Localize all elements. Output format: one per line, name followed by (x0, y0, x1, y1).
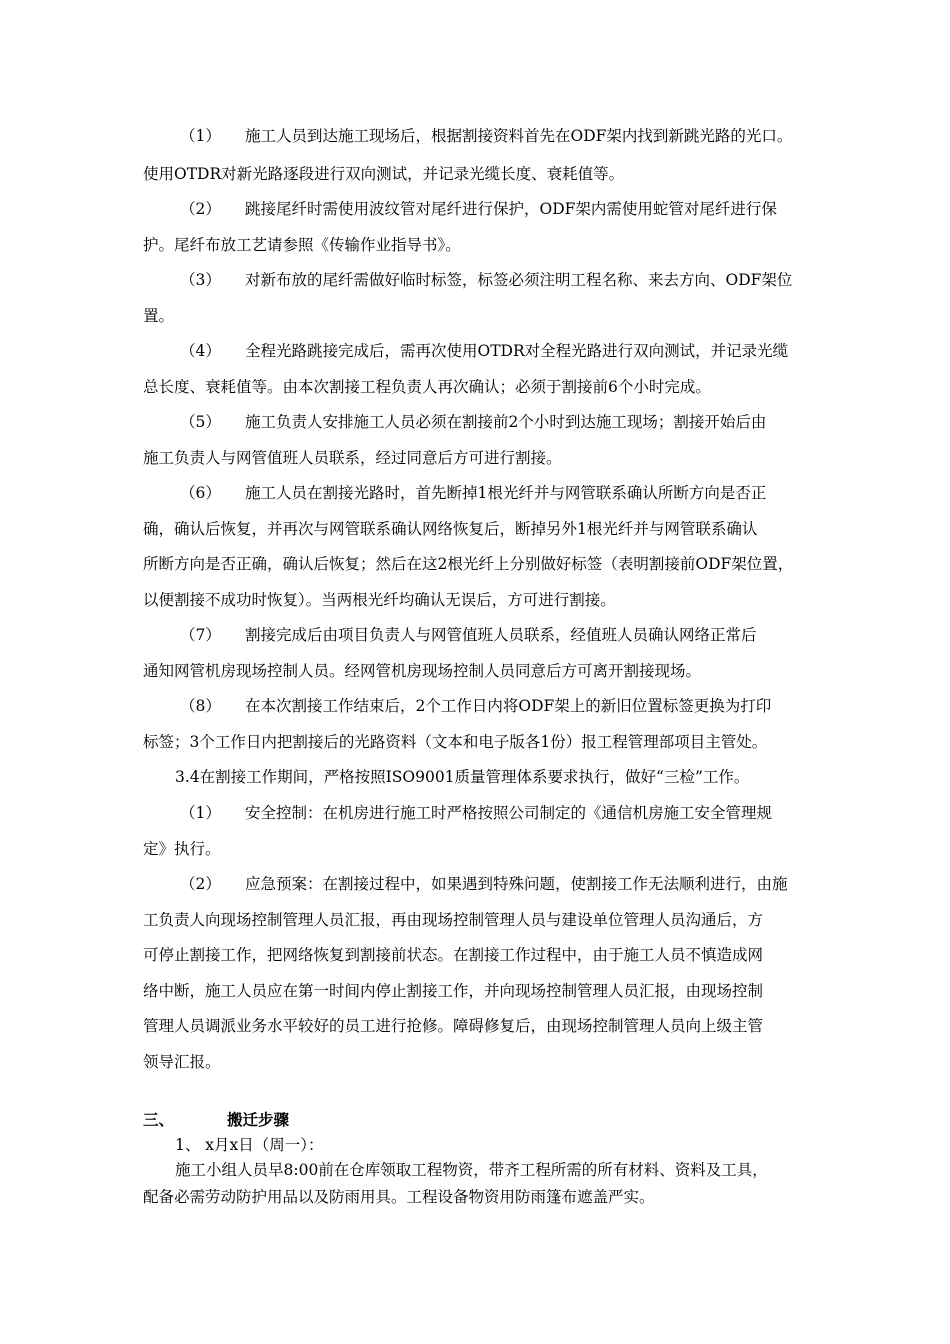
item-text: 置。 (143, 307, 175, 325)
item-number: （5） (180, 413, 221, 431)
item-number: （1） (180, 804, 221, 822)
section-number: 三、 (143, 1110, 175, 1129)
item-text: 割接完成后由项目负责人与网管值班人员联系，经值班人员确认网络正常后 (245, 626, 757, 644)
item-text: 络中断，施工人员应在第一时间内停止割接工作，并向现场控制管理人员汇报，由现场控制 (143, 982, 764, 1000)
section-title: 搬迁步骤 (227, 1110, 290, 1129)
item-text: 定》执行。 (143, 840, 221, 858)
item-number: （2） (180, 200, 221, 218)
step-text: 施工小组人员早8:00前在仓库领取工程物资，带齐工程所需的所有材料、资料及工具， (175, 1161, 768, 1179)
item-text: 跳接尾纤时需使用波纹管对尾纤进行保护，ODF架内需使用蛇管对尾纤进行保 (245, 200, 777, 218)
item-number: （3） (180, 271, 221, 289)
item-text: 领导汇报。 (143, 1053, 221, 1071)
item-number: （6） (180, 484, 221, 502)
item-text: 所断方向是否正确，确认后恢复；然后在这2根光纤上分别做好标签（表明割接前ODF架位置， (143, 555, 794, 573)
item-number: （8） (180, 697, 221, 715)
step-text: 配备必需劳动防护用品以及防雨用具。工程设备物资用防雨篷布遮盖严实。 (143, 1188, 655, 1206)
item-text: 施工负责人安排施工人员必须在割接前2个小时到达施工现场；割接开始后由 (245, 413, 767, 431)
item-text: 使用OTDR对新光路逐段进行双向测试，并记录光缆长度、衰耗值等。 (143, 165, 625, 183)
item-text: 工负责人向现场控制管理人员汇报，再由现场控制管理人员与建设单位管理人员沟通后，方 (143, 911, 764, 929)
item-number: （2） (180, 875, 221, 893)
item-text: 施工人员到达施工现场后，根据割接资料首先在ODF架内找到新跳光路的光口。 (245, 127, 793, 145)
step-heading: 1、 x月x日（周一）： (175, 1136, 324, 1154)
item-number: （7） (180, 626, 221, 644)
item-number: （4） (180, 342, 221, 360)
item-text: 全程光路跳接完成后，需再次使用OTDR对全程光路进行双向测试，并记录光缆 (245, 342, 789, 360)
item-text: 确，确认后恢复，并再次与网管联系确认网络恢复后，断掉另外1根光纤并与网管联系确认 (143, 520, 758, 538)
item-text: 在本次割接工作结束后，2个工作日内将ODF架上的新旧位置标签更换为打印 (245, 697, 772, 715)
item-number: （1） (180, 127, 221, 145)
item-text: 总长度、衰耗值等。由本次割接工程负责人再次确认；必须于割接前6个小时完成。 (143, 378, 711, 396)
item-text: 护。尾纤布放工艺请参照《传输作业指导书》。 (143, 236, 461, 254)
item-text: 以便割接不成功时恢复）。当两根光纤均确认无误后，方可进行割接。 (143, 591, 616, 609)
item-text: 管理人员调派业务水平较好的员工进行抢修。障碍修复后，由现场控制管理人员向上级主管 (143, 1017, 764, 1035)
item-text: 应急预案：在割接过程中，如果遇到特殊问题，使割接工作无法顺利进行，由施 (245, 875, 788, 893)
item-text: 对新布放的尾纤需做好临时标签，标签必须注明工程名称、来去方向、ODF架位 (245, 271, 793, 289)
item-text: 施工人员在割接光路时，首先断掉1根光纤并与网管联系确认所断方向是否正 (245, 484, 767, 502)
item-text: 施工负责人与网管值班人员联系，经过同意后方可进行割接。 (143, 449, 562, 467)
item-text: 可停止割接工作，把网络恢复到割接前状态。在割接工作过程中，由于施工人员不慎造成网 (143, 946, 764, 964)
item-text: 安全控制：在机房进行施工时严格按照公司制定的《通信机房施工安全管理规 (245, 804, 773, 822)
item-text: 通知网管机房现场控制人员。经网管机房现场控制人员同意后方可离开割接现场。 (143, 662, 702, 680)
item-text: 标签；3个工作日内把割接后的光路资料（文本和电子版各1份）报工程管理部项目主管处。 (143, 733, 768, 751)
section-text: 3.4在割接工作期间，严格按照ISO9001质量管理体系要求执行，做好“三检”工作。 (175, 768, 750, 786)
